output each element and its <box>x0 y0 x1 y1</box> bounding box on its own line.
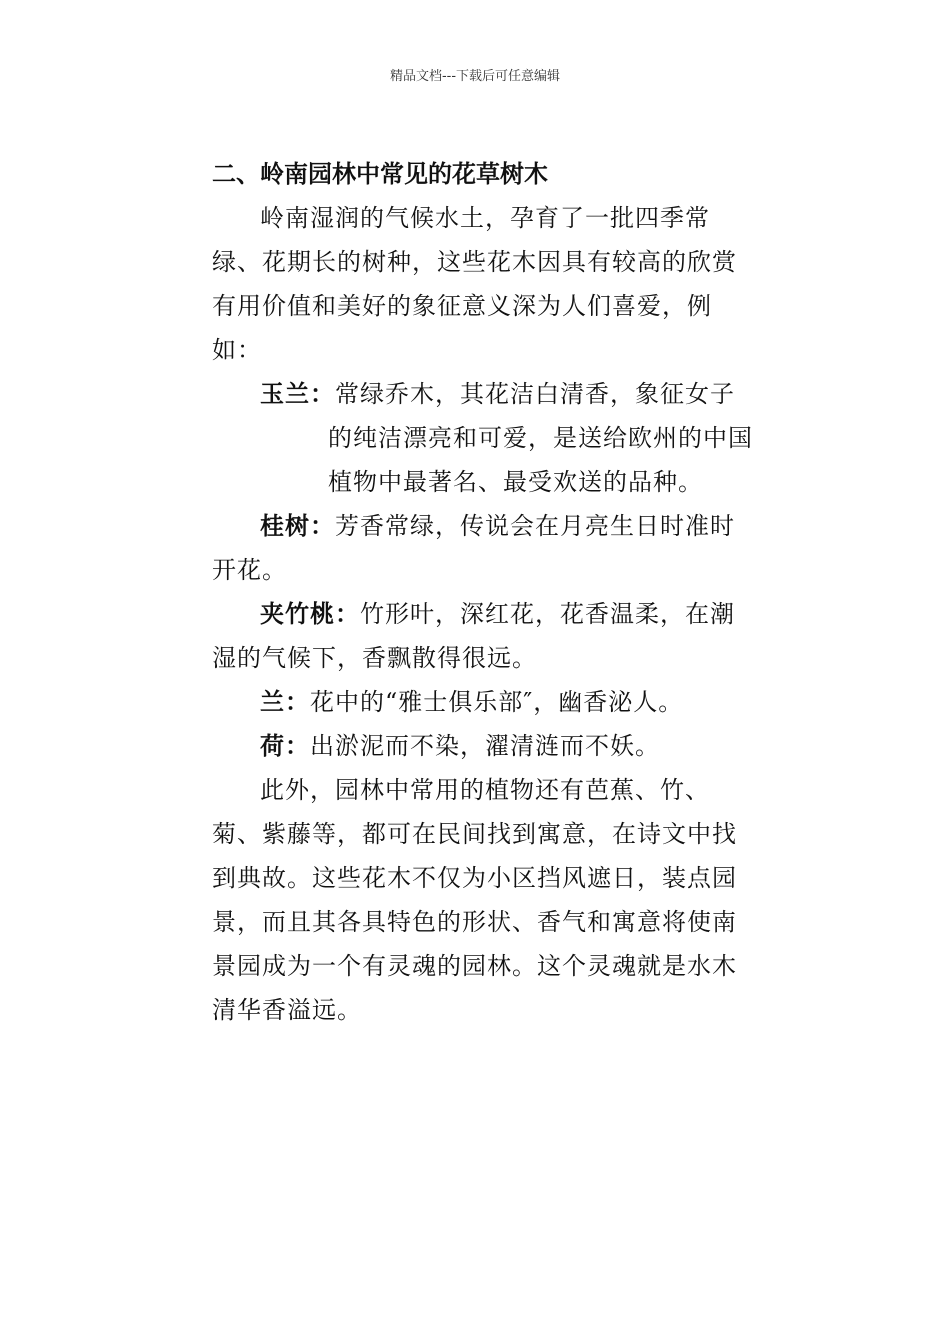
desc-lan: 花中的“雅士俱乐部″，幽香泌人。 <box>310 688 684 716</box>
desc-yulan: 常绿乔木，其花洁白清香，象征女子的纯洁漂亮和可爱，是送给欧州的中国植物中最著名、最受欢送的品种。 <box>328 380 753 496</box>
list-item-guishu <box>212 504 752 592</box>
list-item-yulan <box>212 372 758 504</box>
term-lan: 兰： <box>260 688 310 716</box>
conclusion-paragraph: 此外，园林中常用的植物还有芭蕉、竹、菊、紫藤等，都可在民间找到寓意，在诗文中找到典故。这些花木不仅为小区挡风遮日，装点园景，而且其各具特色的形状、香气和寓意将使南景园成为一个有灵魂的园林。这个灵魂就是水木清华香溢远。 <box>212 776 737 1024</box>
term-guishu: 桂树： <box>260 512 335 540</box>
term-yulan: 玉兰： <box>260 380 335 408</box>
term-he: 荷： <box>260 732 310 760</box>
term-jiazhutao: 夹竹桃： <box>260 600 360 628</box>
desc-he: 出淤泥而不染，濯清涟而不妖。 <box>310 732 660 760</box>
page-header: 精品文档---下载后可任意编辑 <box>389 69 561 84</box>
document-body <box>212 152 752 1032</box>
list-item-jiazhutao <box>212 592 752 680</box>
desc-jiazhutao: 竹形叶，深红花，花香温柔，在潮湿的气候下，香飘散得很远。 <box>212 600 735 672</box>
list-item-lan <box>212 680 752 724</box>
intro-paragraph: 岭南湿润的气候水土，孕育了一批四季常绿、花期长的树种，这些花木因具有较高的欣赏有用价值和美好的象征意义深为人们喜爱，例如： <box>212 204 737 364</box>
section-title: 二、岭南园林中常见的花草树木 <box>212 160 548 188</box>
desc-guishu: 芳香常绿，传说会在月亮生日时准时开花。 <box>212 512 735 584</box>
list-item-he <box>212 724 752 768</box>
